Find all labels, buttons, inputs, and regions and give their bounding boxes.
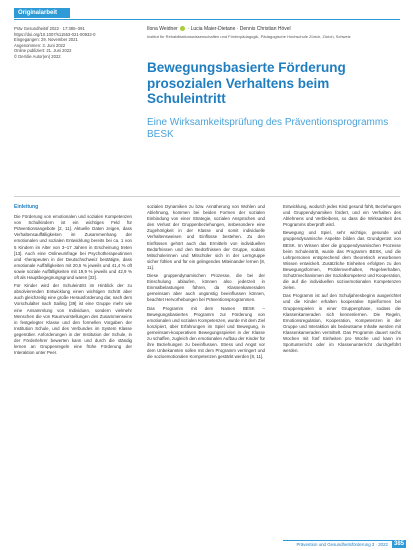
meta-line: © Der/die Autor(en) 2022 xyxy=(14,53,61,59)
paragraph: sozialen Dynamiken zu bzw. Annäherung von Wohlen und Ablehnung, kommen bei beiden Formen der sozialen Einbindung von einer Strategie, sozialen Ansprüchen und den Verlust der Gruppenbeziehungen, insbesondere eine Zugehörigkeit in der Klasse und somit individuelle Verhaltensweisen und Einflüsse bestehen. Zu den Einflüssen gehört auch das Ermitteln von individuellen Bedürfnissen und den Bedürfnissen der Gruppe, sodass Mitschülerinnen und Mitschüler sich in der Lerngruppe sicher fühlen und für ein gelingendes Miteinander lernen [8, 11]. xyxy=(147,204,265,270)
paragraph: Die Förderung von emotionalen und sozialen Kompetenzen von Schulkindern ist ein wichtiges Feld für Präventionsangebote [2, 11]. Aktuelle Daten zeigen, dass Verhaltensauffälligkeiten im Zusammenhang der emotionalen und sozialen Entwicklung bereits bei ca. 1 von 5 Kindern im Alter von 3–17 Jahren in Erscheinung treten [13]. Auch eine Onlineumfrage bei Psychotherapeutinnen und -therapeuten in der Deutschschweiz bestätigte, dass emotionale Auffälligkeiten mit 20,5 % jeweils und 41,4 % oft sowie soziale Auffälligkeiten mit 19,9 % jeweils und 42,9 % oft als Hauptbegegnungsgrund waren [32]. xyxy=(14,214,132,281)
paragraph: Das Programm mit dem Namen BESK – Bewegungsbasiertes Programm zur Förderung von emotionalen und sozialen Kompetenzen, wurde mit dem Ziel konzipiert, über Erfahrungen im Spiel und Bewegung, in gemeinsam-kooperativen Bewegungsspielen in der Klasse zu schaffen, zugleich den emotionalen Aufbau der Kinder für ihre Beziehungen zu beeinflussen. Stress und Angst vor dem Unbekannten sollen mit dem Programm verringert und die sozioemotionalen Kompetenzen gestärkt werden [8, 11]. xyxy=(147,305,265,360)
header-rule xyxy=(14,19,400,20)
paragraph: Entwicklung, wodurch jedes Kind gesund fühlt, Beziehungen und Gruppendynamiken fördert, und ein Verhalten des Ablehnens und Verbleibens, so dass die Wirksamkeit des Programms überprüft wird. xyxy=(283,204,401,228)
orcid-icon[interactable] xyxy=(180,26,185,31)
section-divider xyxy=(14,196,400,197)
top-bar xyxy=(0,0,413,5)
affiliation: Institut für Rehabilitationswissenschaften und Förderpädagogik, Pädagogische Hochschule Zürich, Zürich, Schweiz xyxy=(147,34,351,39)
page-number: 385 xyxy=(394,541,405,547)
text-column-1 xyxy=(14,204,132,358)
text-column-3 xyxy=(283,204,401,356)
meta-line: Online publiziert: 21. Juni 2022 xyxy=(14,48,72,54)
author-name: Ilona Weidner xyxy=(147,26,178,32)
paragraph: Bewegung und Spiel, sehr wichtige, gesunde und gruppendynamische Aspekte bilden das Grundgerüst von BESK. Im Wissen über die gruppendynamischen Prozesse beim Schuleintritt, wurde das Programm BESK, und die Lehrpersonen entsprechend dem theoretisch erworbenen Wissen entwickelt. Zusätzliche Einheiten erfolgten zu den Bewegungsformen, Problemverhalten, Regelverhalten, Schutzmechanismen der Sozialkompetenz und Kooperation, die auf die individuellen sozioemotionalen Kompetenzen zielen. xyxy=(283,230,401,291)
section-tag: Originalarbeit xyxy=(14,8,70,18)
author-names: · Lucia Maier-Dietane · Dennis Christian Hövel xyxy=(187,26,291,32)
paragraph: Das Programm ist auf den Schuljahresbeginn ausgerichtet und die Kinder erhalten kooperative Spielformen bei Gruppenspielen in einer Gruppenphase, sodass die Klassenkameraden sich kennenlernen. Die Regeln, Emotionsregulation, Kooperation, Kompetenzen in der Gruppe und Interaktion als bedeutsame Inhalte werden mit Klassenkameraden vermittelt. Das Programm dauert sechs Wochen mit fünf Einheiten pro Woche und kann im Sportunterricht oder im Klassenunterricht durchgeführt werden. xyxy=(283,293,401,354)
paragraph: Diese gruppendynamischen Prozesse, die bei der Einschulung ablaufen, können also jederzeit in Einmalbelastungen führen, da Klassenkameraden gemeinsam aber auch ungünstig beeinflussen können, beachtet Hervorhebungen bei Präventionsprogrammen. xyxy=(147,273,265,303)
doi-link[interactable]: https://doi.org/10.1007/s11553-021-00932-0 xyxy=(14,31,96,37)
paragraph: Für Kinder wird der Schuleintritt im Hinblick der zu absolvierenden Entwicklung einen wichtigen Schritt aber auch gleichzeitig eine große Herausforderung dar, nach dem Vorschulalter nach Sailing [39] ist eine Gruppe mehr wie eine Ansammlung von Individuen, sondern vielmehr Menschen die von Raumvorstellungen des Zusammenseins in festgelegter Klasse und den formellen Vorgaben der Institution Schule, und des Verbundes im System Klasse gegenüber. Anforderungen in der Institution der Schule, in der Förderlehrer bewerten kann und durch die ständig lernen an Gruppenregeln eine frühe Förderung der Interaktion unter Peer. xyxy=(14,283,132,356)
section-heading: Einleitung xyxy=(14,204,39,210)
article-meta xyxy=(14,26,136,60)
journal-footer: Prävention und Gesundheitsförderung 3 · 2022 xyxy=(296,542,388,547)
meta-line: Präv Gesundheitsf 2022 · 17:385–391 xyxy=(14,26,85,31)
footer-rule xyxy=(283,540,400,541)
author-list xyxy=(147,26,407,32)
meta-line: Angenommen: 3. Juni 2022 xyxy=(14,42,66,48)
article-subtitle: Eine Wirksamkeitsprüfung des Präventionsprogramms BESK xyxy=(147,117,389,140)
article-title: Bewegungsbasierte Förderung prosozialen Verhaltens beim Schuleintritt xyxy=(147,60,346,106)
text-column-2 xyxy=(147,204,265,362)
meta-line: Eingegangen: 29. November 2021 xyxy=(14,37,78,43)
